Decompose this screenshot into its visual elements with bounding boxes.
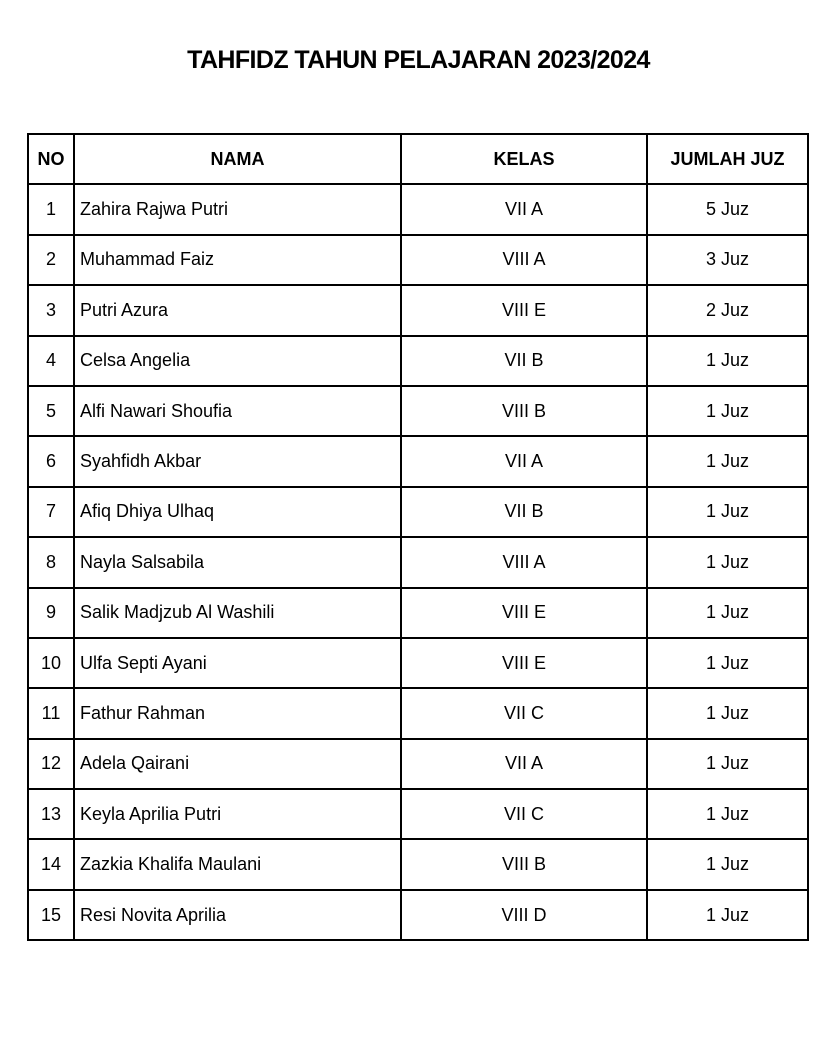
table-row <box>28 336 808 386</box>
cell-jumlah-juz: 1 Juz <box>647 336 808 386</box>
header-jumlah-juz: JUMLAH JUZ <box>647 134 808 184</box>
page-title: TAHFIDZ TAHUN PELAJARAN 2023/2024 <box>187 46 650 74</box>
cell-jumlah-juz: 1 Juz <box>647 890 808 940</box>
cell-no: 1 <box>28 184 74 234</box>
cell-kelas: VII A <box>401 436 647 486</box>
cell-no: 3 <box>28 285 74 335</box>
cell-jumlah-juz: 1 Juz <box>647 537 808 587</box>
cell-kelas: VII B <box>401 487 647 537</box>
cell-nama: Zazkia Khalifa Maulani <box>74 839 401 889</box>
cell-nama: Alfi Nawari Shoufia <box>74 386 401 436</box>
table-row <box>28 638 808 688</box>
cell-jumlah-juz: 1 Juz <box>647 638 808 688</box>
table-row <box>28 537 808 587</box>
cell-kelas: VIII A <box>401 235 647 285</box>
table-row <box>28 739 808 789</box>
cell-kelas: VIII E <box>401 588 647 638</box>
table-row <box>28 436 808 486</box>
cell-no: 8 <box>28 537 74 587</box>
table-body <box>28 184 808 940</box>
cell-nama: Adela Qairani <box>74 739 401 789</box>
cell-kelas: VII C <box>401 789 647 839</box>
cell-no: 7 <box>28 487 74 537</box>
cell-no: 11 <box>28 688 74 738</box>
cell-no: 12 <box>28 739 74 789</box>
table-header <box>28 134 808 184</box>
table-row <box>28 386 808 436</box>
table-row <box>28 890 808 940</box>
cell-nama: Syahfidh Akbar <box>74 436 401 486</box>
cell-jumlah-juz: 3 Juz <box>647 235 808 285</box>
table-row <box>28 839 808 889</box>
cell-nama: Keyla Aprilia Putri <box>74 789 401 839</box>
table-row <box>28 235 808 285</box>
cell-kelas: VIII E <box>401 638 647 688</box>
cell-kelas: VIII B <box>401 386 647 436</box>
cell-jumlah-juz: 5 Juz <box>647 184 808 234</box>
cell-kelas: VII B <box>401 336 647 386</box>
cell-nama: Fathur Rahman <box>74 688 401 738</box>
cell-no: 15 <box>28 890 74 940</box>
cell-kelas: VIII A <box>401 537 647 587</box>
cell-nama: Afiq Dhiya Ulhaq <box>74 487 401 537</box>
tahfidz-table <box>27 133 809 941</box>
cell-nama: Ulfa Septi Ayani <box>74 638 401 688</box>
cell-kelas: VIII E <box>401 285 647 335</box>
cell-kelas: VII A <box>401 184 647 234</box>
cell-jumlah-juz: 1 Juz <box>647 386 808 436</box>
cell-no: 14 <box>28 839 74 889</box>
header-row <box>28 134 808 184</box>
cell-jumlah-juz: 1 Juz <box>647 688 808 738</box>
cell-jumlah-juz: 1 Juz <box>647 839 808 889</box>
cell-jumlah-juz: 2 Juz <box>647 285 808 335</box>
table-row <box>28 285 808 335</box>
cell-no: 2 <box>28 235 74 285</box>
cell-kelas: VIII B <box>401 839 647 889</box>
cell-nama: Nayla Salsabila <box>74 537 401 587</box>
cell-no: 4 <box>28 336 74 386</box>
cell-nama: Putri Azura <box>74 285 401 335</box>
cell-nama: Muhammad Faiz <box>74 235 401 285</box>
header-no: NO <box>28 134 74 184</box>
header-kelas: KELAS <box>401 134 647 184</box>
table-row <box>28 789 808 839</box>
table-row <box>28 588 808 638</box>
cell-no: 9 <box>28 588 74 638</box>
cell-no: 13 <box>28 789 74 839</box>
cell-kelas: VIII D <box>401 890 647 940</box>
table-row <box>28 487 808 537</box>
cell-nama: Salik Madjzub Al Washili <box>74 588 401 638</box>
cell-jumlah-juz: 1 Juz <box>647 789 808 839</box>
cell-no: 6 <box>28 436 74 486</box>
cell-jumlah-juz: 1 Juz <box>647 588 808 638</box>
header-nama: NAMA <box>74 134 401 184</box>
table-row <box>28 688 808 738</box>
cell-nama: Celsa Angelia <box>74 336 401 386</box>
table-row <box>28 184 808 234</box>
cell-jumlah-juz: 1 Juz <box>647 739 808 789</box>
cell-nama: Resi Novita Aprilia <box>74 890 401 940</box>
cell-kelas: VII A <box>401 739 647 789</box>
cell-kelas: VII C <box>401 688 647 738</box>
cell-nama: Zahira Rajwa Putri <box>74 184 401 234</box>
cell-no: 10 <box>28 638 74 688</box>
cell-jumlah-juz: 1 Juz <box>647 436 808 486</box>
cell-jumlah-juz: 1 Juz <box>647 487 808 537</box>
cell-no: 5 <box>28 386 74 436</box>
